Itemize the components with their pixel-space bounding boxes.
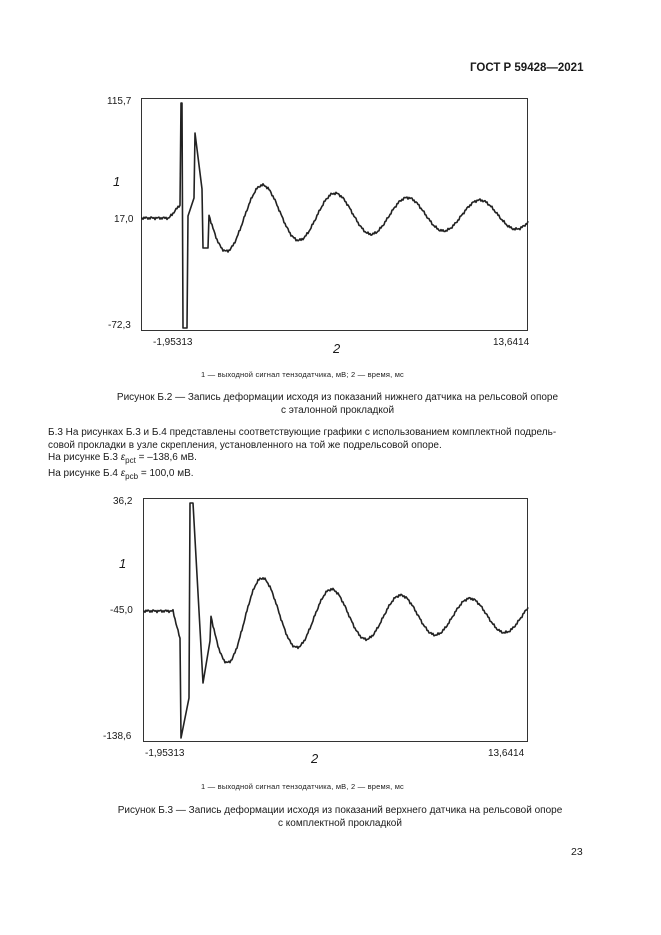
- figure1-y-max-label: 115,7: [107, 96, 132, 107]
- figure2-x-axis-number: 2: [311, 751, 319, 766]
- paragraph-line3-value: = –138,6 мВ.: [135, 452, 197, 463]
- paragraph-line4-prefix: На рисунке Б.4: [48, 467, 118, 479]
- figure2-signal-trace: [143, 498, 528, 742]
- figure1-y-mid-label: 17,0: [114, 214, 134, 225]
- figure1-caption-line1: Рисунок Б.2 — Запись деформации исходя из показаний нижнего датчика на рельсовой опоре: [116, 392, 559, 403]
- figure2-y-max-label: 36,2: [113, 496, 133, 507]
- figure2-caption: [40, 804, 640, 830]
- figure1-y-min-label: -72,3: [108, 320, 131, 331]
- figure1-y-axis-number: 1: [113, 174, 121, 189]
- figure1-caption-line2: с эталонной прокладкой: [280, 405, 395, 416]
- figure2-legend: 1 — выходной сигнал тензодатчика, мВ, 2 — время, мс: [201, 782, 405, 791]
- figure2-x-max-label: 13,6414: [488, 748, 525, 759]
- figure2-y-axis-number: 1: [119, 556, 127, 571]
- epsilon-subscript: pcb: [125, 471, 139, 481]
- figure2-x-min-label: -1,95313: [145, 748, 185, 759]
- figure1-x-min-label: -1,95313: [153, 337, 193, 348]
- paragraph-line2: совой прокладки в узле скрепления, установленного на той же подрельсовой опоре.: [48, 439, 442, 451]
- figure2-caption-line1: Рисунок Б.3 — Запись деформации исходя из показаний верхнего датчика на рельсовой опоре: [117, 805, 563, 816]
- paragraph-line3: [48, 452, 628, 468]
- epsilon-symbol: ε: [120, 467, 126, 479]
- figure2-y-min-label: -138,6: [103, 731, 132, 742]
- page-number: 23: [571, 846, 583, 858]
- paragraph-line1: Б.3 На рисунках Б.3 и Б.4 представлены соответствующие графики с использованием комплектной подрель-: [48, 427, 557, 438]
- figure1-x-max-label: 13,6414: [493, 337, 530, 348]
- paragraph-line4: [48, 468, 628, 484]
- figure2-caption-line2: с комплектной прокладкой: [278, 818, 402, 829]
- figure1-caption: [60, 391, 615, 417]
- section-paragraph: [48, 427, 628, 483]
- figure1-x-axis-number: 2: [333, 341, 341, 356]
- paragraph-line4-value: = 100,0 мВ.: [138, 467, 194, 479]
- document-header: ГОСТ Р 59428—2021: [470, 62, 584, 74]
- figure2-y-mid-label: -45,0: [110, 605, 133, 616]
- paragraph-line3-prefix: На рисунке Б.3: [48, 452, 118, 463]
- figure1-legend: 1 — выходной сигнал тензодатчика, мВ; 2 — время, мс: [201, 370, 405, 379]
- figure1-signal-trace: [141, 98, 528, 331]
- epsilon-symbol: ε: [120, 452, 126, 463]
- epsilon-subscript: pct: [125, 456, 136, 465]
